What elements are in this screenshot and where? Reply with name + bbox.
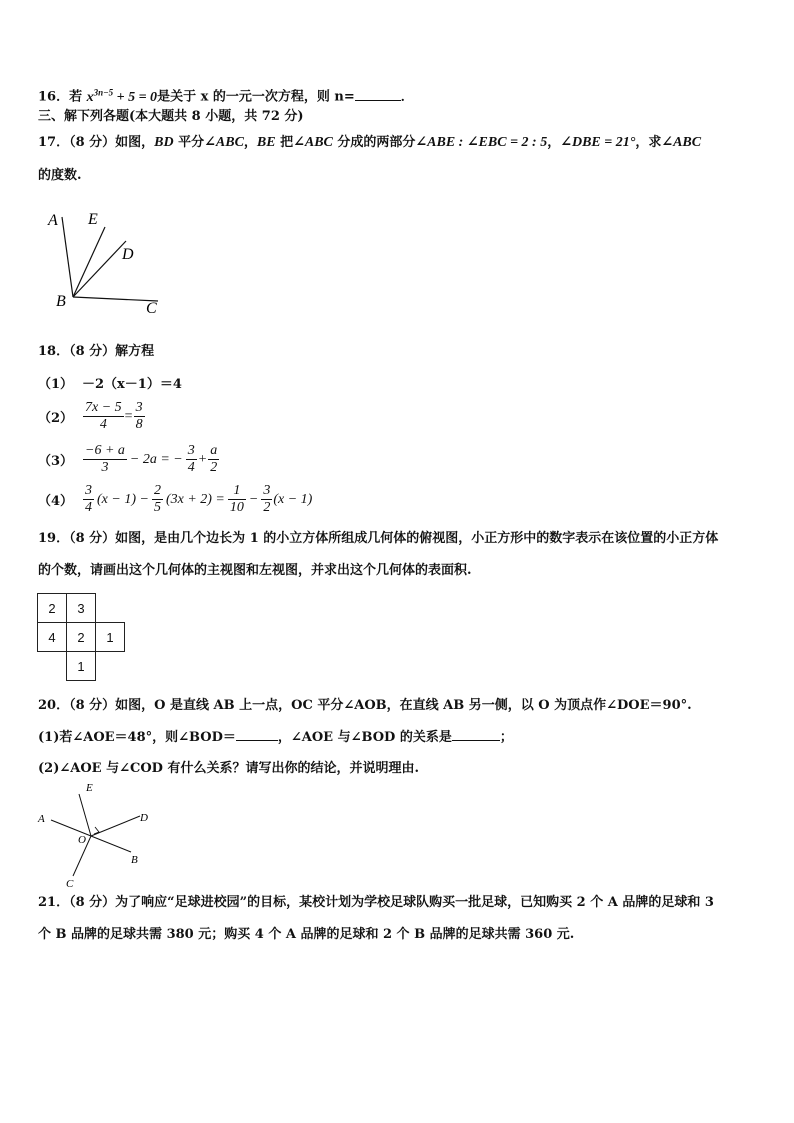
q16-equation: $x^{3n-5} + 5 = 0$ [86, 87, 158, 105]
q20-angle-figure [36, 780, 166, 892]
q16-answer-blank[interactable] [355, 100, 401, 101]
grid-cell: 4 [37, 622, 67, 652]
q20-blank-relation[interactable] [452, 740, 500, 741]
ray-bd [73, 241, 126, 297]
q18-eq3: （3） $\frac{-6 + a}{3}$ − 2a = − $\frac{3}{4}$ + $\frac{a}{2}$ [38, 443, 218, 475]
q20-line3: (2)∠AOE 与∠COD 有什么关系？请写出你的结论，并说明理由. [38, 761, 419, 776]
ray-ba [62, 217, 73, 297]
label-b: B [56, 293, 66, 310]
label-a: A [38, 813, 45, 825]
q20-blank-bod[interactable] [236, 740, 278, 741]
q20-line1: 20．（8 分）如图，O 是直线 AB 上一点，OC 平分∠AOB，在直线 AB 另一侧，以 O 为顶点作∠DOE＝90°. [38, 698, 692, 713]
q18-eq2: （2） $\frac{7x - 5}{4}$ = $\frac{3}{8}$ [38, 400, 143, 432]
q18-title: 18．（8 分）解方程 [38, 344, 155, 359]
q17-line1: 17．（8 分）如图，BD 平分∠ABC，BE 把∠ABC 分成的两部分∠ABE : ∠EBC = 2 : 5，∠DBE = 21°，求∠ABC [38, 135, 702, 150]
ray-be [73, 227, 105, 297]
grid-cell: 3 [66, 593, 96, 623]
label-e: E [88, 211, 98, 228]
label-e: E [86, 782, 93, 794]
label-c: C [146, 300, 157, 317]
ray-oe [79, 794, 91, 836]
q16-number: 16． [38, 89, 70, 105]
label-o: O [78, 834, 86, 846]
grid-cell: 1 [95, 622, 125, 652]
grid-cell: 2 [37, 593, 67, 623]
q17-angle-figure [40, 205, 180, 320]
label-c: C [66, 878, 74, 890]
label-d: D [140, 812, 148, 824]
q18-eq4: （4） $\frac{3}{4}$ (x − 1) − $\frac{2}{5}$ (3x + 2) = $\frac{1}{10}$ − $\frac{3}{2}$ (x − 1) [38, 483, 313, 515]
section-header: 三、解下列各题(本大题共 8 小题，共 72 分) [38, 109, 304, 124]
q19-line2: 的个数，请画出这个几何体的主视图和左视图，并求出这个几何体的表面积. [38, 563, 472, 578]
q16-line: 16．若 $x^{3n-5} + 5 = 0$是关于 x 的一元一次方程，则 n= ． [38, 87, 414, 105]
ray-od [91, 816, 140, 836]
q19-line1: 19．（8 分）如图，是由几个边长为 1 的小立方体所组成几何体的俯视图，小正方形中的数字表示在该位置的小正方体 [38, 531, 719, 546]
q21-line1: 21．（8 分）为了响应“足球进校园”的目标，某校计划为学校足球队购买一批足球，已知购买 2 个 A 品牌的足球和 3 [38, 895, 714, 910]
label-a: A [48, 212, 58, 229]
label-d: D [122, 246, 134, 263]
q18-eq1: （1） －2（x－1）＝4 [38, 377, 182, 392]
q17-line2: 的度数. [38, 168, 82, 183]
q20-line2: (1)若∠AOE＝48°，则∠BOD＝ ，∠AOE 与∠BOD 的关系是 ； [38, 730, 513, 745]
label-b: B [131, 854, 138, 866]
grid-cell: 1 [66, 651, 96, 681]
q21-line2: 个 B 品牌的足球共需 380 元；购买 4 个 A 品牌的足球和 2 个 B 品牌的足球共需 360 元. [38, 927, 575, 942]
grid-cell: 2 [66, 622, 96, 652]
